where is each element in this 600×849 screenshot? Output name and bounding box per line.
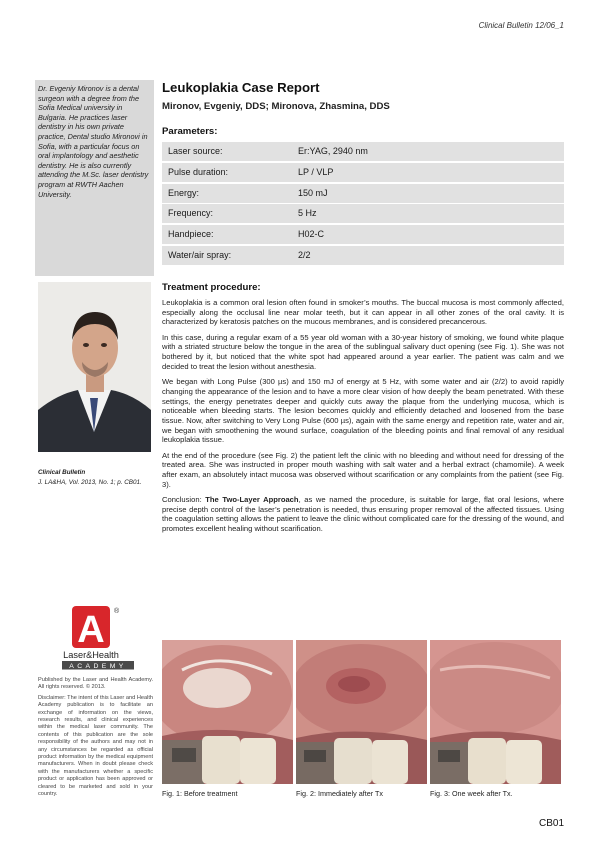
param-label: Energy:	[168, 187, 200, 198]
article-body	[162, 298, 564, 539]
conclusion-text: , as we named the procedure, is suitable for large, flat oral lesions, where precise depth control of the laser’s penetration is needed, thus ensuring proper removal of the affected tissues. Using the coagulation setting allows the patient to leave the clinic without complicated care for the dressing of the wound, and promotes excellent healing without scarification.	[162, 495, 564, 534]
article-title: Leukoplakia Case Report	[162, 80, 320, 95]
param-row	[162, 142, 564, 161]
disclaimer-text: Disclaimer: The intent of this Laser and Health Academy publication is to facilitate an exchange of information on the views, research results, and clinical experiences within the medical laser community. The contents of this publication are the sole responsibility of the authors and may not in any circumstances be regarded as official product information by the medical equipment manufacturers. When in doubt please check with the manufacturers whether a specific product or application has been approved or cleared to be marketed and sold in your country.	[38, 694, 153, 798]
param-value: LP / VLP	[298, 166, 334, 177]
parameters-table	[162, 142, 564, 267]
conclusion-emphasis: The Two-Layer Approach	[205, 495, 299, 505]
academy-logo	[60, 606, 136, 670]
paragraph: We began with Long Pulse (300 µs) and 150 mJ of energy at 5 Hz, with some water and air (2/2) to avoid rapidly changing the appearance of the lesion and to have a more clear vision of how deeply the beam penetrated. With these settings, the energy penetrates deeper and quickly cuts away the plaque from the underlying mucosa, which is noticeable when bleeding starts. The lesion becomes quickly and efficiently detached and loosened from the base tissue. Now, after switching to Very Long Pulse (600 µs), again with the same energy and repetition rate, water and air, we began with smoothening the wound surface, coagulation of the bleeding points and final removal of any residual leukoplakia tissue.	[162, 377, 564, 445]
author-photo	[38, 282, 151, 452]
paragraph: At the end of the procedure (see Fig. 2) the patient left the clinic with no bleeding and without need for dressing of the treated area. She was instructed in proper mouth washing with salt water and a herbal extract (chamomile). A week after exam, an absolutely intact mucosa was observed without scarification or any complaints from the patient (see Fig. 3).	[162, 450, 564, 489]
figure-2-image	[296, 640, 427, 784]
figure-1-caption: Fig. 1: Before treatment	[162, 789, 238, 798]
article-authors: Mironov, Evgeniy, DDS; Mironova, Zhasmina, DDS	[162, 101, 390, 112]
disclaimer-block	[38, 677, 153, 802]
param-row	[162, 204, 564, 223]
page-number: CB01	[538, 818, 564, 829]
param-label: Handpiece:	[168, 229, 214, 240]
param-value: 2/2	[298, 249, 311, 260]
author-bio: Dr. Evgeniy Mironov is a dental surgeon with a degree from the Sofia Medical university in Bulgaria. He practices laser dentistry in his own private practice, Dental studio Mironovi in Sofia, with a particular focus on oral implantology and aesthetic dentistry. He is also currently attending the M.Sc. laser dentistry program at RWTH Aachen University.	[38, 84, 149, 199]
param-label: Laser source:	[168, 146, 223, 156]
param-label: Frequency:	[168, 208, 214, 219]
parameters-heading: Parameters:	[162, 126, 218, 137]
bulletin-header: Clinical Bulletin 12/06_1	[478, 21, 564, 30]
logo-letter: A	[77, 609, 105, 651]
figure-1-image	[162, 640, 293, 784]
param-value: 5 Hz	[298, 208, 317, 219]
logo-registered: ®	[114, 608, 120, 615]
param-row	[162, 163, 564, 182]
logo-line2: ACADEMY	[69, 663, 127, 670]
paragraph: In this case, during a regular exam of a 55 year old woman with a 30-year history of smoking, we found white plaque with a striated structure below the tongue in the area of the sublingual salivary duct opening (see Fig. 1). She was not bothered by it, but noticed that the white spot had appeared around a year earlier. The patient was calm and we decided to treat the lesion without anesthesia.	[162, 332, 564, 371]
figure-3-caption: Fig. 3: One week after Tx.	[430, 789, 513, 798]
param-value: 150 mJ	[298, 187, 328, 198]
conclusion-paragraph	[162, 495, 564, 534]
param-value: Er:YAG, 2940 nm	[298, 146, 368, 156]
param-row	[162, 246, 564, 265]
paragraph: Leukoplakia is a common oral lesion often found in smoker’s mouths. The buccal mucosa is most commonly affected, especially along the occlusal line near molar teeth, but it can appear in all other zones of the oral cavity. It is characterized by keratosis patches on the mucous membranes, and is considered precancerous.	[162, 298, 564, 327]
param-value: H02-C	[298, 229, 325, 240]
param-label: Pulse duration:	[168, 166, 229, 177]
param-label: Water/air spray:	[168, 249, 232, 260]
figure-3-image	[430, 640, 561, 784]
citation-ref: J. LA&HA, Vol. 2013, No. 1; p. CB01.	[38, 479, 142, 486]
param-row	[162, 184, 564, 203]
citation-title: Clinical Bulletin	[38, 469, 86, 476]
citation	[38, 468, 158, 488]
logo-line1: Laser&Health	[63, 650, 119, 660]
param-row	[162, 225, 564, 244]
procedure-heading: Treatment procedure:	[162, 282, 261, 293]
conclusion-prefix: Conclusion:	[162, 495, 206, 505]
published-note: Published by the Laser and Health Academy. All rights reserved. © 2013.	[38, 677, 153, 691]
figure-2-caption: Fig. 2: Immediately after Tx	[296, 789, 383, 798]
